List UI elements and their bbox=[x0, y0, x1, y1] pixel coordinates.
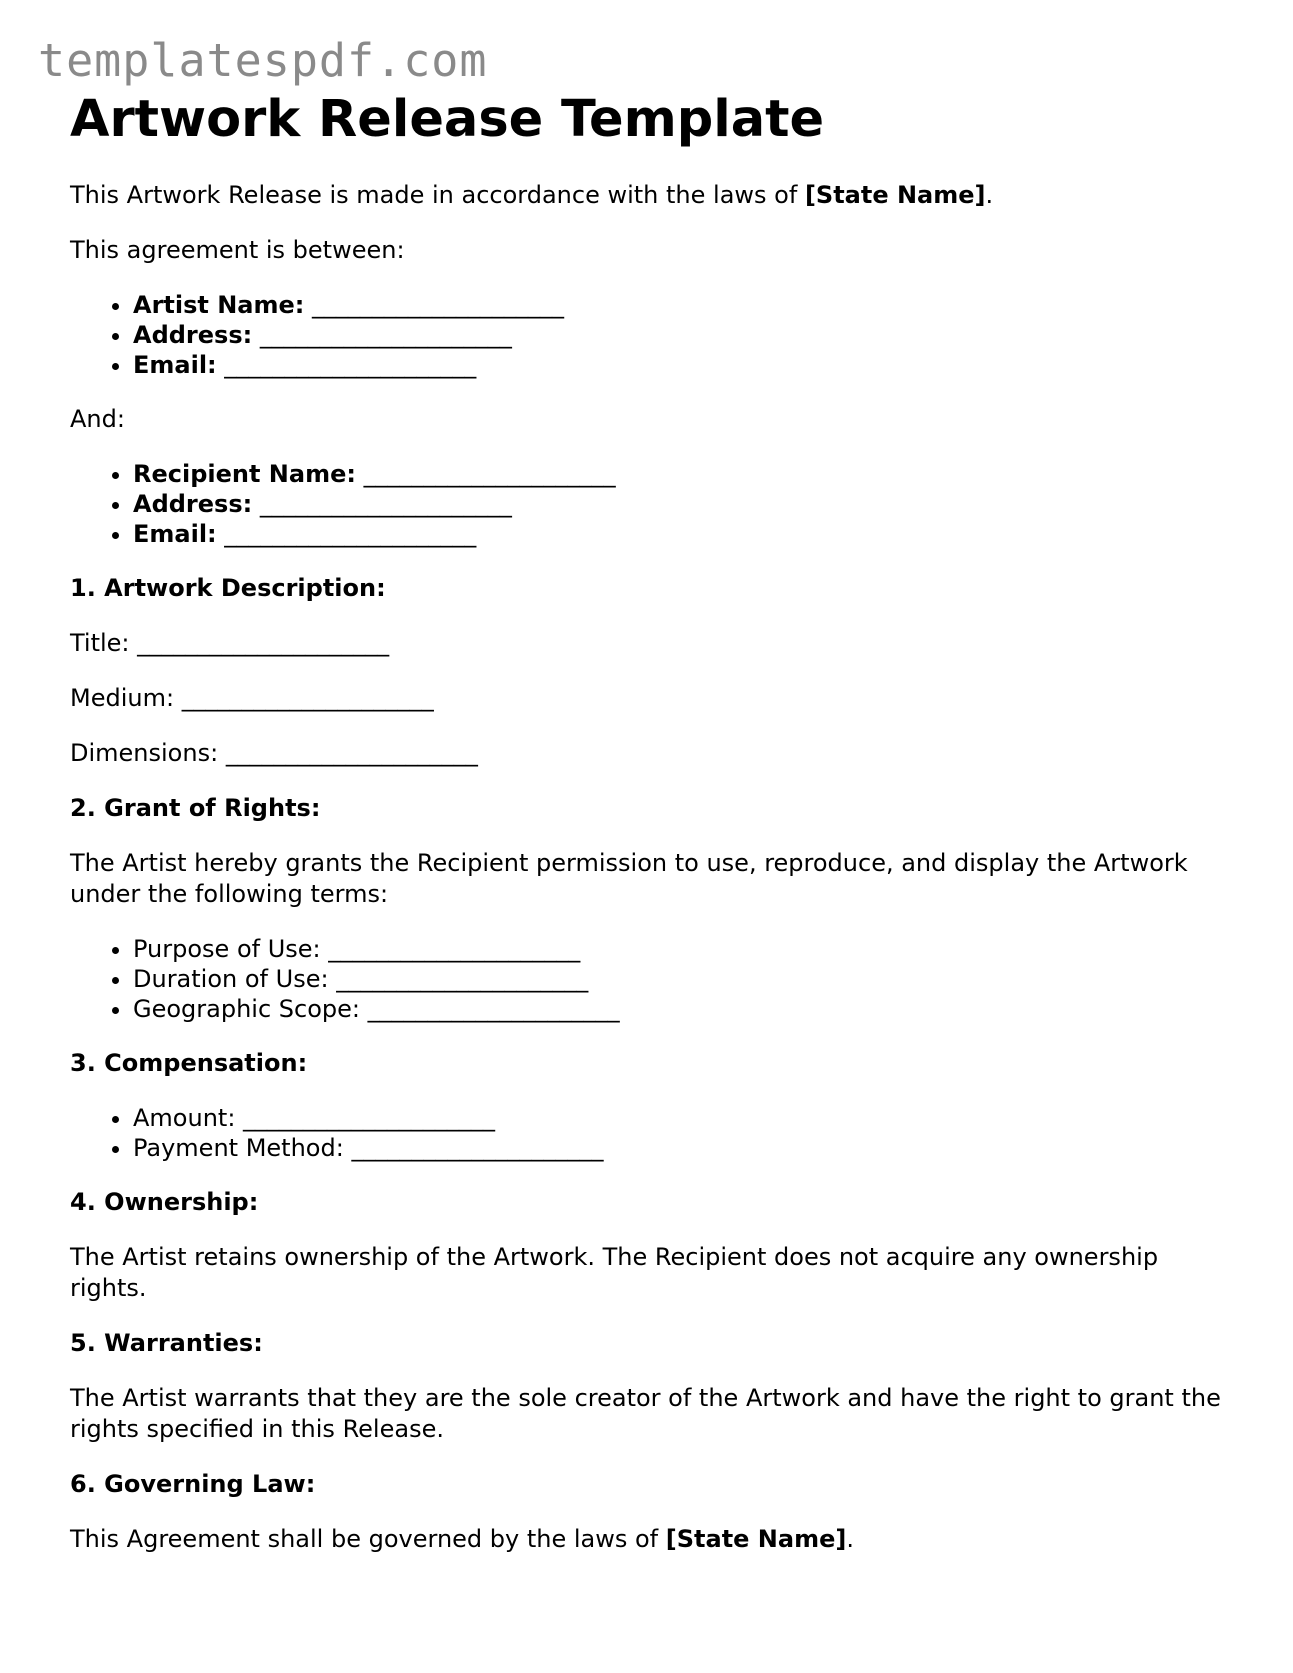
section-heading-compensation: 3. Compensation: bbox=[70, 1049, 308, 1077]
purpose-field[interactable]: _____________________ bbox=[328, 935, 581, 963]
duration-label: Duration of Use: bbox=[133, 965, 329, 993]
dimensions-line bbox=[70, 738, 1230, 769]
list-item bbox=[133, 994, 1230, 1024]
warranties-text: The Artist warrants that they are the sole creator of the Artwork and have the right to grant the rights specified in this Release. bbox=[70, 1384, 1221, 1443]
intro-state-placeholder: [State Name] bbox=[804, 181, 986, 209]
recipient-name-label: Recipient Name: bbox=[133, 460, 356, 488]
section-heading-artwork-description: 1. Artwork Description: bbox=[70, 574, 386, 602]
medium-line bbox=[70, 683, 1230, 714]
medium-field[interactable]: _____________________ bbox=[181, 684, 434, 712]
recipient-email-label: Email: bbox=[133, 520, 217, 548]
list-item bbox=[133, 1133, 1230, 1163]
document-page bbox=[70, 88, 1230, 1579]
and-text: And: bbox=[70, 405, 125, 433]
recipient-address-field[interactable]: _____________________ bbox=[259, 490, 512, 518]
artist-name-label: Artist Name: bbox=[133, 291, 305, 319]
list-item bbox=[133, 350, 1230, 380]
recipient-name-field[interactable]: _____________________ bbox=[363, 460, 616, 488]
list-item bbox=[133, 459, 1230, 489]
title-line bbox=[70, 628, 1230, 659]
section-heading-warranties: 5. Warranties: bbox=[70, 1329, 263, 1357]
scope-label: Geographic Scope: bbox=[133, 995, 360, 1023]
governing-law-paragraph bbox=[70, 1524, 1230, 1555]
duration-field[interactable]: _____________________ bbox=[336, 965, 589, 993]
intro-text: This Artwork Release is made in accordance with the laws of bbox=[70, 181, 805, 209]
artist-list bbox=[70, 290, 1230, 380]
list-item bbox=[133, 519, 1230, 549]
dimensions-field[interactable]: _____________________ bbox=[225, 739, 478, 767]
amount-field[interactable]: _____________________ bbox=[243, 1104, 496, 1132]
section-heading-governing-law: 6. Governing Law: bbox=[70, 1470, 316, 1498]
list-item bbox=[133, 1103, 1230, 1133]
governing-law-text: This Agreement shall be governed by the laws of bbox=[70, 1525, 666, 1553]
compensation-list bbox=[70, 1103, 1230, 1163]
recipient-email-field[interactable]: _____________________ bbox=[224, 520, 477, 548]
list-item bbox=[133, 964, 1230, 994]
section-heading-grant-of-rights: 2. Grant of Rights: bbox=[70, 794, 321, 822]
payment-method-label: Payment Method: bbox=[133, 1134, 344, 1162]
artist-email-field[interactable]: _____________________ bbox=[224, 351, 477, 379]
artist-address-field[interactable]: _____________________ bbox=[259, 321, 512, 349]
grant-of-rights-text: The Artist hereby grants the Recipient permission to use, reproduce, and display the Artwork under the following terms: bbox=[70, 849, 1188, 908]
grant-terms-list bbox=[70, 934, 1230, 1024]
artist-address-label: Address: bbox=[133, 321, 253, 349]
list-item bbox=[133, 489, 1230, 519]
intro-suffix: . bbox=[985, 181, 994, 209]
document-title: Artwork Release Template bbox=[70, 90, 825, 149]
ownership-text: The Artist retains ownership of the Artwork. The Recipient does not acquire any ownership rights. bbox=[70, 1243, 1159, 1302]
medium-label: Medium: bbox=[70, 684, 175, 712]
watermark: templatespdf.com bbox=[38, 34, 488, 87]
payment-method-field[interactable]: _____________________ bbox=[351, 1134, 604, 1162]
scope-field[interactable]: _____________________ bbox=[367, 995, 620, 1023]
purpose-label: Purpose of Use: bbox=[133, 935, 321, 963]
governing-law-suffix: . bbox=[846, 1525, 854, 1553]
list-item bbox=[133, 934, 1230, 964]
recipient-address-label: Address: bbox=[133, 490, 253, 518]
between-text: This agreement is between: bbox=[70, 236, 405, 264]
list-item bbox=[133, 320, 1230, 350]
intro-paragraph bbox=[70, 180, 1230, 211]
section-heading-ownership: 4. Ownership: bbox=[70, 1188, 259, 1216]
dimensions-label: Dimensions: bbox=[70, 739, 219, 767]
title-field[interactable]: _____________________ bbox=[137, 629, 390, 657]
amount-label: Amount: bbox=[133, 1104, 236, 1132]
governing-law-state-placeholder: [State Name] bbox=[665, 1525, 847, 1553]
artist-name-field[interactable]: _____________________ bbox=[312, 291, 565, 319]
title-label: Title: bbox=[70, 629, 130, 657]
artist-email-label: Email: bbox=[133, 351, 217, 379]
list-item bbox=[133, 290, 1230, 320]
recipient-list bbox=[70, 459, 1230, 549]
